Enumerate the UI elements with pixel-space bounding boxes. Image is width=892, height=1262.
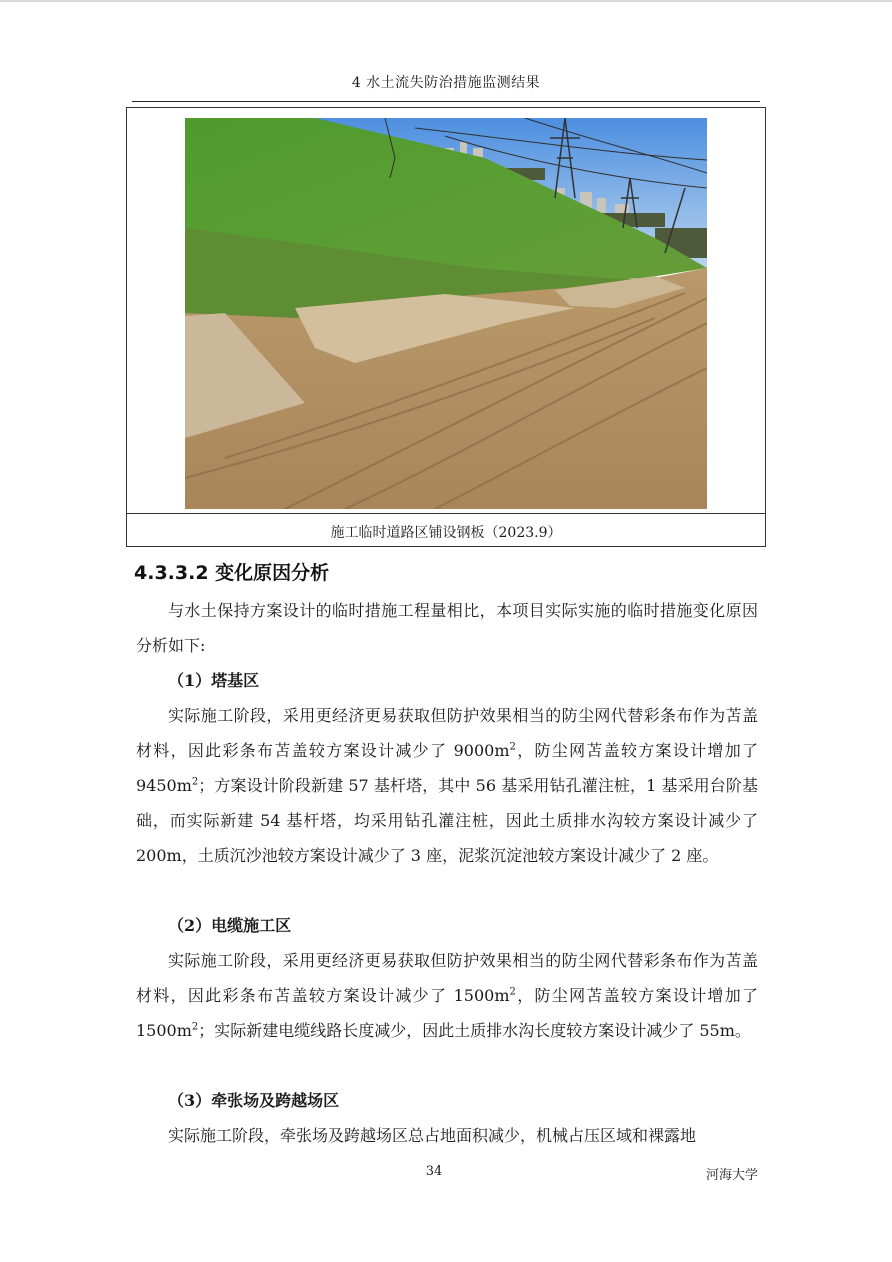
subheading-cable-area: （2）电缆施工区	[168, 916, 292, 935]
paragraph-tower-area: 实际施工阶段，采用更经济更易获取但防护效果相当的防尘网代替彩条布作为苫盖材料，因此彩条布苫盖较方案设计减少了 $9000m^2$，防尘网苫盖较方案设计增加了 $9450m^2$；方案设计阶段新建 57 基杆塔，其中 56 基采用钻孔灌注桩，1 基采用台阶基础，而实际新建 54 基杆塔，均采用钻孔灌注桩，因此土质排水沟较方案设计减少了 200m，土质沉沙池较方案设计减少了 3 座，泥浆沉淀池较方案设计减少了 2 座。	[136, 706, 758, 865]
page-number: 34	[425, 1164, 443, 1179]
caption-divider	[127, 513, 765, 514]
intro-paragraph: 与水土保持方案设计的临时措施工程量相比，本项目实际实施的临时措施变化原因分析如下:	[136, 601, 758, 655]
page-top-edge	[0, 0, 892, 2]
running-header: 4 水土流失防治措施监测结果	[351, 75, 541, 91]
figure-frame	[126, 107, 766, 547]
section-heading: 4.3.3.2 变化原因分析	[134, 562, 330, 584]
header-rule	[132, 101, 760, 102]
subheading-tension-area: （3）牵张场及跨越场区	[168, 1091, 340, 1110]
paragraph-tension-area: 实际施工阶段，牵张场及跨越场区总占地面积减少，机械占压区域和裸露地	[168, 1126, 697, 1145]
subheading-tower-area: （1）塔基区	[168, 671, 260, 690]
footer-organization: 河海大学	[705, 1168, 758, 1183]
figure-caption: 施工临时道路区铺设钢板（2023.9）	[330, 525, 562, 541]
paragraph-cable-area: 实际施工阶段，采用更经济更易获取但防护效果相当的防尘网代替彩条布作为苫盖材料，因此彩条布苫盖较方案设计减少了 $1500m^2$，防尘网苫盖较方案设计增加了 $1500m^2$；实际新建电缆线路长度减少，因此土质排水沟长度较方案设计减少了 55m。	[136, 951, 758, 1040]
construction-road-photo	[185, 118, 707, 509]
